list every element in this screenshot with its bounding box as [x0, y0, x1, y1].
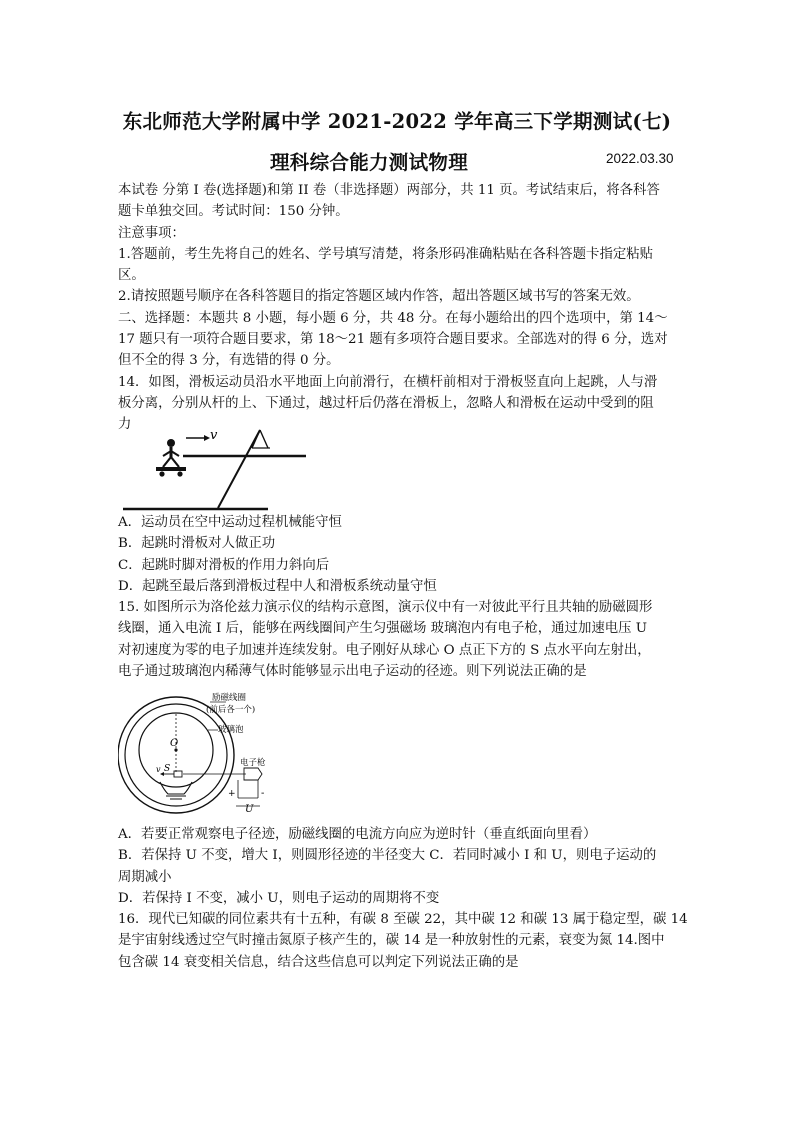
center-label: O: [170, 738, 179, 749]
s-label: S: [164, 764, 171, 774]
velocity-label: v: [210, 428, 218, 443]
skater-head: [167, 439, 175, 447]
question-16-line: 包含碳 14 衰变相关信息，结合这些信息可以判定下列说法正确的是: [118, 954, 519, 970]
plus-label: +: [228, 789, 236, 799]
intro-line: 2.请按照题号顺序在各科答题目的指定答题区域内作答，超出答题区域书写的答案无效。: [118, 289, 640, 305]
bulb-label: 玻璃泡: [218, 725, 244, 735]
page-subtitle: 理科综合能力测试物理: [270, 151, 469, 174]
intro-line: 但不全的得 3 分，有选错的得 0 分。: [118, 353, 340, 369]
exam-date: 2022.03.30: [606, 151, 674, 166]
question-15-line: 15. 如图所示为洛伦兹力演示仪的结构示意图，演示仪中有一对彼此平行且共轴的励磁圆形: [118, 600, 653, 616]
coil-label: 励磁线圈: [212, 693, 247, 703]
intro-line: 本试卷 分第 I 卷(选择题)和第 II 卷（非选择题）两部分，共 11 页。考试结束后，将各科答: [118, 183, 660, 198]
question-16-line: 16．现代已知碳的同位素共有十五种，有碳 8 至碳 22，其中碳 12 和碳 13 属于稳定型，碳 14: [118, 912, 688, 928]
intro-line: 注意事项：: [118, 225, 185, 241]
question-14-line: 14．如图，滑板运动员沿水平地面上向前滑行，在横杆前相对于滑板竖直向上起跳，人与滑: [118, 374, 658, 390]
question-15-line: 对初速度为零的电子加速并连续发射。电子刚好从球心 O 点正下方的 S 点水平向左射出，: [118, 642, 651, 658]
question-15-line: 电子通过玻璃泡内稀薄气体时能够显示出电子运动的径迹。则下列说法正确的是: [118, 664, 587, 680]
page-title: 东北师范大学附属中学 2021-2022 学年高三下学期测试(七): [122, 110, 672, 133]
option-d: D．若保持 I 不变，减小 U，则电子运动的周期将不变: [118, 890, 440, 906]
option-b: B．起跳时滑板对人做正功: [118, 536, 276, 552]
support-pole: [218, 430, 260, 508]
question-14-line: 力: [118, 417, 132, 433]
question-16-line: 是宇宙射线透过空气时撞击氮原子核产生的，碳 14 是一种放射性的元素，衰变为氮 14.图中: [118, 933, 665, 949]
option-b-c: B．若保持 U 不变，增大 I，则圆形径迹的半径变大 C．若同时减小 I 和 U，则电子运动的: [118, 848, 657, 864]
option-a: A．运动员在空中运动过程机械能守恒: [118, 515, 342, 530]
option-d: D．起跳至最后落到滑板过程中人和滑板系统动量守恒: [118, 578, 437, 594]
electron-gun: [174, 771, 182, 777]
question-15-line: 线圈，通入电流 I 后，能够在两线圈间产生匀强磁场 玻璃泡内有电子枪，通过加速电压 U: [118, 621, 648, 637]
option-c: C．起跳时脚对滑板的作用力斜向后: [118, 557, 330, 573]
intro-line: 17 题只有一项符合题目要求，第 18～21 题有多项符合题目要求。全部选对的得 6 分，选对: [118, 332, 668, 348]
intro-line: 题卡单独交回。考试时间：150 分钟。: [118, 204, 349, 220]
intro-line: 二、选择题：本题共 8 小题，每小题 6 分，共 48 分。在每小题给出的四个选项中，第 14～: [118, 310, 668, 326]
option-c-cont: 周期减小: [118, 869, 172, 885]
intro-block: [118, 180, 678, 436]
gun-label: 电子枪: [240, 758, 266, 768]
q15-options: [118, 824, 688, 973]
v-label: v: [156, 765, 161, 774]
intro-line: 区。: [118, 268, 145, 284]
skateboard-figure: [118, 424, 318, 516]
skateboard: [156, 467, 186, 471]
q14-options: [118, 512, 678, 682]
intro-line: 1.答题前，考生先将自己的姓名、学号填写清楚，将条形码准确粘贴在各科答题卡指定粘贴: [118, 246, 654, 262]
question-14-line: 板分离，分别从杆的上、下通过，越过杆后仍落在滑板上，忽略人和滑板在运动中受到的阻: [118, 395, 654, 411]
minus-label: -: [261, 788, 265, 799]
option-a: A．若要正常观察电子径迹，励磁线圈的电流方向应为逆时针（垂直纸面向里看）: [118, 827, 597, 842]
lorentz-apparatus-figure: [118, 690, 298, 820]
coil-note: (前后各一个): [206, 705, 256, 715]
u-label: U: [245, 804, 254, 815]
